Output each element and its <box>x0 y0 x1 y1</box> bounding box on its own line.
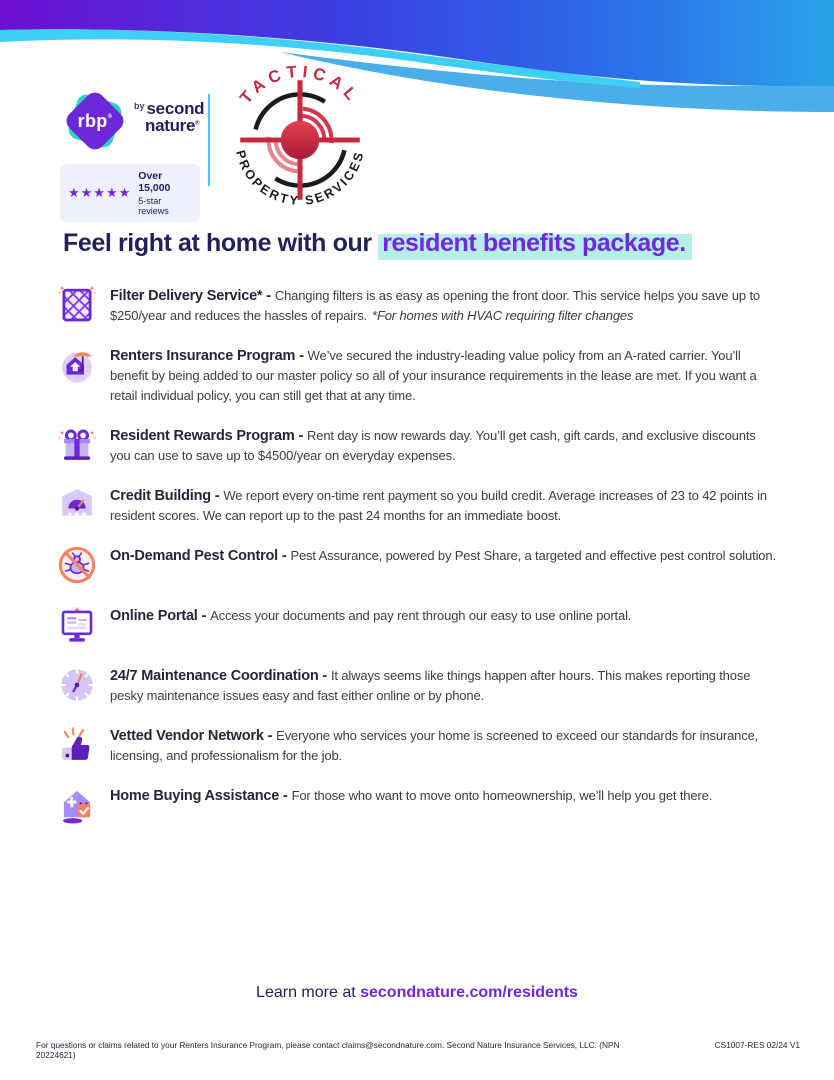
benefit-row <box>56 426 778 466</box>
benefit-separator: - <box>318 668 331 684</box>
benefit-separator: - <box>263 728 277 744</box>
benefit-separator: - <box>294 428 308 444</box>
insurance-disclaimer: For questions or claims related to your Renters Insurance Program, please contact claims@secondnature.com. Second Nature Insurance Services, LLC. (NPN 20224621) <box>36 1040 620 1060</box>
rbp-wordmark: rbp <box>77 110 108 131</box>
benefit-text <box>110 606 778 626</box>
benefit-row <box>56 786 778 826</box>
benefit-description: For those who want to move onto homeownership, we’ll help you get there. <box>291 788 713 803</box>
benefit-text <box>110 346 778 406</box>
rbp-logo <box>60 86 130 156</box>
benefit-row <box>56 346 778 406</box>
credit-building-icon <box>56 484 98 526</box>
rbp-reg-mark: ® <box>107 114 113 120</box>
filter-delivery-icon <box>56 284 98 326</box>
online-portal-icon <box>56 604 98 646</box>
benefit-text <box>110 286 778 326</box>
benefit-title: Filter Delivery Service* <box>110 288 263 304</box>
residents-link[interactable]: secondnature.com/residents <box>360 984 578 1001</box>
benefit-separator: - <box>279 788 292 804</box>
benefit-separator: - <box>210 488 224 504</box>
benefit-row <box>56 286 778 326</box>
reviews-badge <box>60 164 200 222</box>
document-code: CS1007-RES 02/24 V1 <box>714 1040 800 1050</box>
benefit-text <box>110 426 778 466</box>
benefit-description: We’ve secured the industry-leading value policy from an A-rated carrier. You’ll benefit by being added to our master policy so all of your insurance requirements in the lease are met. If you want a retail individual policy, you can still get that at any time. <box>110 348 757 403</box>
tactical-arc-text: TACTICAL <box>236 64 364 108</box>
benefit-title: Home Buying Assistance <box>110 788 280 804</box>
headline-prefix: Feel right at home with our <box>63 229 379 257</box>
benefit-title: On-Demand Pest Control <box>110 548 278 564</box>
vetted-vendor-icon <box>56 724 98 766</box>
benefit-title: Vetted Vendor Network <box>110 728 264 744</box>
benefit-description: Access your documents and pay rent through our easy to use online portal. <box>210 608 632 623</box>
learn-more-prefix: Learn more at <box>256 984 361 1001</box>
benefit-description: Rent day is now rewards day. You’ll get cash, gift cards, and exclusive discounts you can use to save up to $4500/year on everyday expenses. <box>110 428 756 463</box>
benefit-row <box>56 606 778 646</box>
benefit-description: Pest Assurance, powered by Pest Share, a targeted and effective pest control solution. <box>290 548 776 563</box>
benefit-description: Everyone who services your home is screened to exceed our standards for insurance, licensing, and professionalism for the job. <box>110 728 759 763</box>
benefit-title: 24/7 Maintenance Coordination <box>110 668 319 684</box>
benefit-text <box>110 546 778 566</box>
benefit-row <box>56 726 778 766</box>
rbp-logo-text <box>60 86 130 156</box>
benefit-separator: - <box>278 548 291 564</box>
benefit-description: Changing filters is as easy as opening the front door. This service helps you save up to $250/year and reduces the hassles of repairs. <box>110 288 761 323</box>
benefit-row <box>56 486 778 526</box>
reviews-caption: 5-star reviews <box>138 196 169 216</box>
brand-word-nature: nature® <box>145 116 200 135</box>
footnote-bar <box>36 1040 800 1060</box>
rbp-brand-row <box>60 86 206 156</box>
benefit-text <box>110 726 778 766</box>
pest-control-icon <box>56 544 98 586</box>
renters-insurance-icon <box>56 344 98 386</box>
crosshair-center <box>281 121 320 160</box>
benefit-row <box>56 666 778 706</box>
brand-column <box>60 86 206 222</box>
brand-word-second: second <box>146 99 205 118</box>
benefit-separator: - <box>262 288 275 304</box>
benefit-title: Resident Rewards Program <box>110 428 295 444</box>
logo-divider <box>208 94 210 186</box>
benefit-description: We report every on-time rent payment so you build credit. Average increases of 23 to 42 points in resident scores. We can report up to the past 24 months for an immediate boost. <box>110 488 767 523</box>
home-buying-icon <box>56 784 98 826</box>
page-title <box>63 229 803 258</box>
benefit-row <box>56 546 778 586</box>
reviews-count: Over 15,000 <box>138 170 171 194</box>
benefit-description: It always seems like things happen after hours. This makes reporting those pesky maintenance issues easy and fast either online or by phone. <box>110 668 751 703</box>
benefit-title: Credit Building <box>110 488 211 504</box>
benefit-text <box>110 786 778 806</box>
benefit-text <box>110 666 778 706</box>
headline-highlight: resident benefits package. <box>378 229 692 260</box>
learn-more-line <box>0 984 834 1002</box>
second-nature-logo <box>134 100 204 135</box>
tactical-property-services-logo <box>224 64 376 216</box>
resident-rewards-icon <box>56 424 98 466</box>
property-services-arc-text: PROPERTY SERVICES <box>233 148 367 209</box>
five-stars-icon: ★★★★★ <box>68 185 132 201</box>
benefits-list <box>56 286 778 846</box>
benefit-text <box>110 486 778 526</box>
benefit-title: Online Portal <box>110 608 198 624</box>
benefit-note: *For homes with HVAC requiring filter changes <box>372 308 634 323</box>
by-label: by <box>134 101 145 111</box>
benefit-title: Renters Insurance Program <box>110 348 296 364</box>
benefit-separator: - <box>295 348 308 364</box>
nature-reg-mark: ® <box>195 120 200 127</box>
benefit-separator: - <box>197 608 211 624</box>
maintenance-icon <box>56 664 98 706</box>
